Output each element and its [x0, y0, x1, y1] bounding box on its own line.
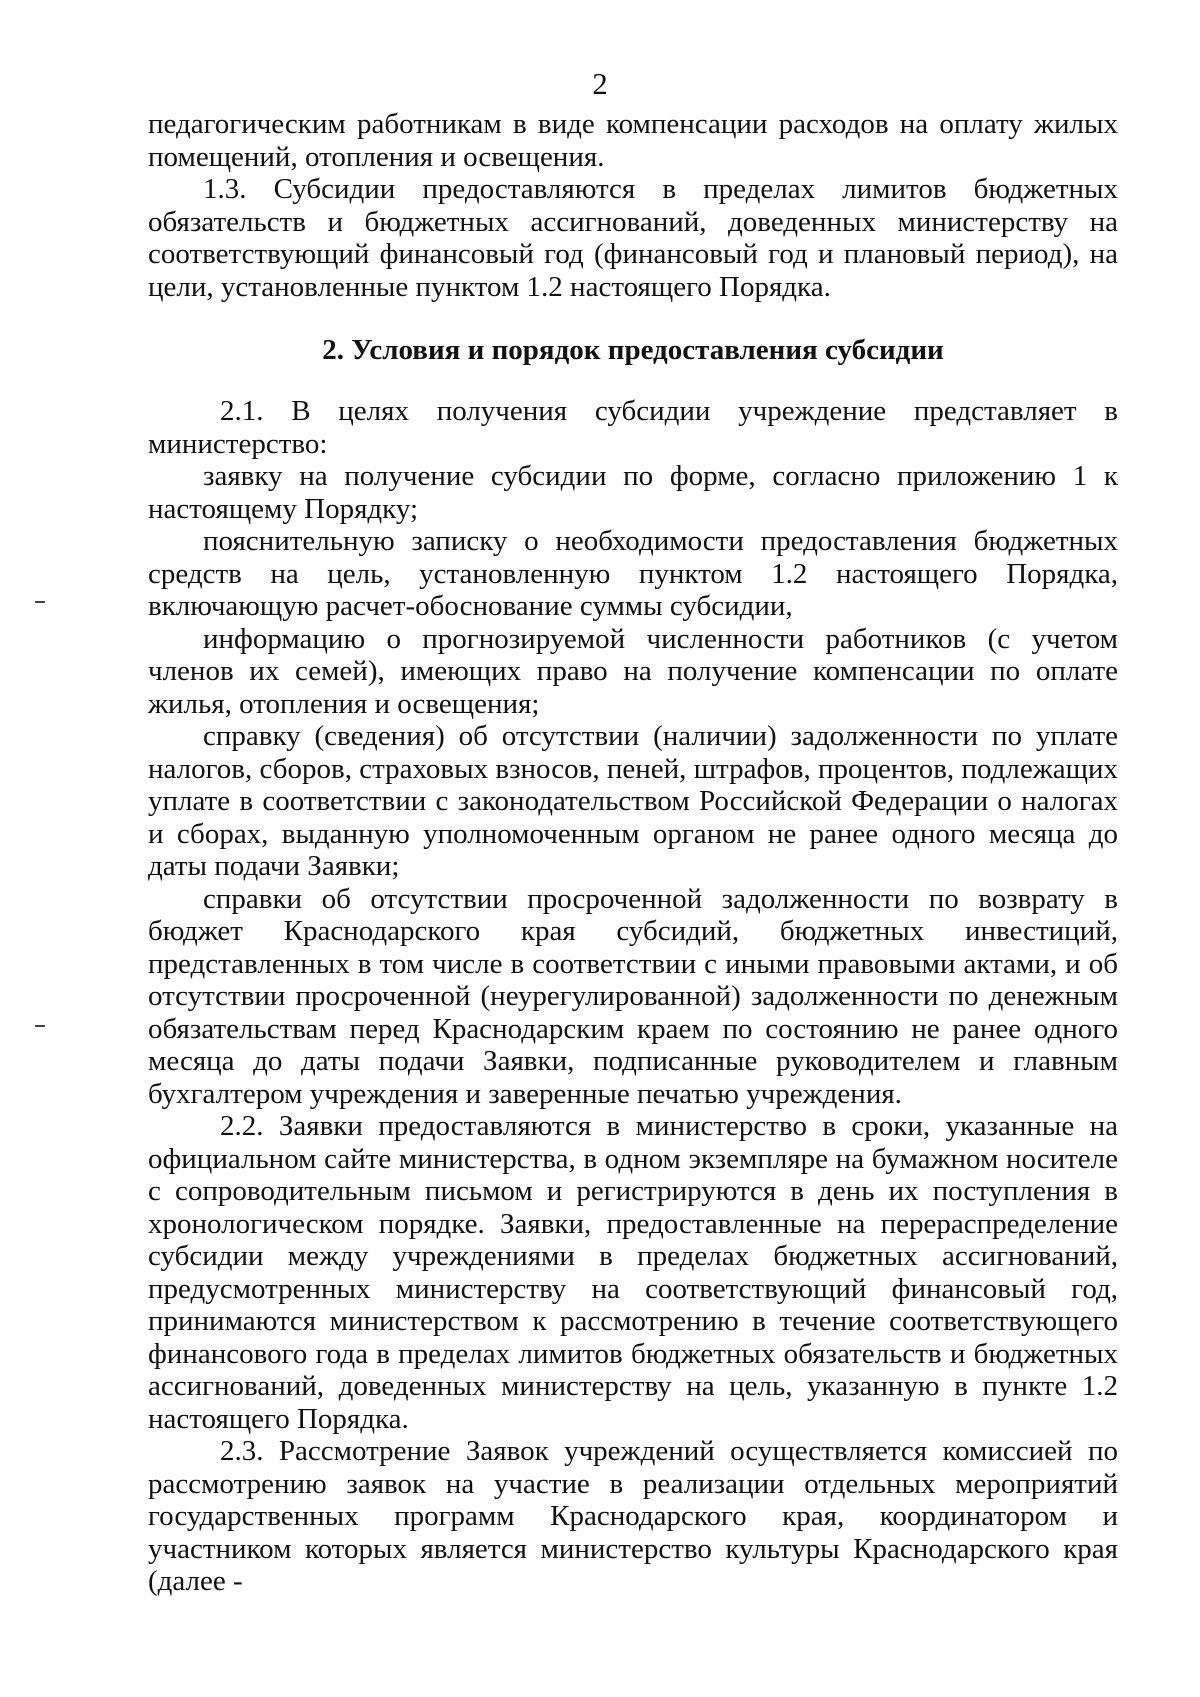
paragraph: педагогическим работникам в виде компенсации расходов на оплату жилых помещений, отопления и освещения. [148, 108, 1118, 173]
paragraph-2-3: 2.3. Рассмотрение Заявок учреждений осуществляется комиссией по рассмотрению заявок на участие в реализации отдельных мероприятий государственных программ Краснодарского края, координатором и участником которых является министерство культуры Краснодарского края (далее - [148, 1435, 1118, 1597]
margin-mark [35, 601, 45, 603]
list-item: справку (сведения) об отсутствии (наличии) задолженности по уплате налогов, сборов, страховых взносов, пеней, штрафов, процентов, подлежащих уплате в соответствии с законодательством Российской Федерации о налогах и сборах, выданную уполномоченным органом не ранее одного месяца до даты подачи Заявки; [148, 720, 1118, 882]
list-item: заявку на получение субсидии по форме, согласно приложению 1 к настоящему Порядку; [148, 460, 1118, 525]
list-item: информацию о прогнозируемой численности работников (с учетом членов их семей), имеющих право на получение компенсации по оплате жилья, отопления и освещения; [148, 622, 1118, 720]
document-body [148, 108, 1118, 1598]
section-heading: 2. Условия и порядок предоставления субсидии [322, 334, 944, 366]
paragraph-2-2: 2.2. Заявки предоставляются в министерство в сроки, указанные на официальном сайте министерства, в одном экземпляре на бумажном носителе с сопроводительным письмом и регистрируются в день их поступления в хронологическом порядке. Заявки, предоставленные на перераспределение субсидии между учреждениями в пределах бюджетных ассигнований, предусмотренных министерству на соответствующий финансовый год, принимаются министерством к рассмотрению в течение соответствующего финансового года в пределах лимитов бюджетных обязательств и бюджетных ассигнований, доведенных министерству на цель, указанную в пункте 1.2 настоящего Порядка. [148, 1110, 1118, 1435]
paragraph-1-3: 1.3. Субсидии предоставляются в пределах лимитов бюджетных обязательств и бюджетных ассигнований, доведенных министерству на соответствующий финансовый год (финансовый год и плановый период), на цели, установленные пунктом 1.2 настоящего Порядка. [148, 173, 1118, 303]
paragraph-2-1: 2.1. В целях получения субсидии учреждение представляет в министерство: [148, 395, 1118, 460]
page-number: 2 [592, 66, 608, 101]
margin-mark [35, 1025, 45, 1027]
list-item: справки об отсутствии просроченной задолженности по возврату в бюджет Краснодарского края субсидий, бюджетных инвестиций, представленных в том числе в соответствии с иными правовыми актами, и об отсутствии просроченной (неурегулированной) задолженности по денежным обязательствам перед Краснодарским краем по состоянию не ранее одного месяца до даты подачи Заявки, подписанные руководителем и главным бухгалтером учреждения и заверенные печатью учреждения. [148, 882, 1118, 1110]
list-item: пояснительную записку о необходимости предоставления бюджетных средств на цель, установленную пунктом 1.2 настоящего Порядка, включающую расчет-обоснование суммы субсидии, [148, 525, 1118, 622]
